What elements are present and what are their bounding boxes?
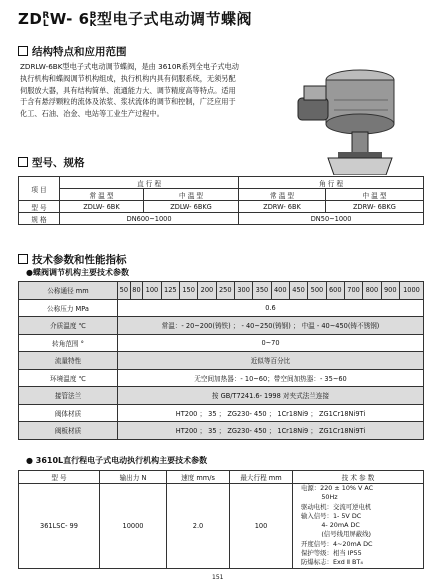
section-heading-structure: 结构特点和应用范围 <box>18 44 127 59</box>
table-cell: 常 温 型 <box>60 189 144 201</box>
tech-param-line: 电源：220 ± 10% V AC <box>301 484 374 492</box>
tech-param-line: 防爆标志：Exd Ⅱ BT₄ <box>301 558 363 567</box>
dn-value-cell: 800 <box>363 282 381 300</box>
table-cell: 阀体材质 <box>19 404 118 422</box>
table-cell: HT200 ； 35 ； ZG230- 450 ； 1Cr18Ni9 ； ZG1Cr18Ni9Ti <box>118 422 424 440</box>
valve-params-table <box>18 281 424 440</box>
table-cell: ZDLW- 6BK <box>60 201 144 213</box>
dn-value-cell: 125 <box>161 282 179 300</box>
table-cell: ZDRW- 6BK <box>239 201 326 213</box>
table-cell: 阀板材质 <box>19 422 118 440</box>
page-title: ZD R L W- 6 B K 型电子式电动调节蝶阀 <box>18 10 253 29</box>
dn-value-cell: 1000 <box>399 282 423 300</box>
table-cell: 按 GB/T7241.6- 1998 对夹式法兰连接 <box>118 387 424 405</box>
tech-param-line: 4- 20mA DC <box>301 521 360 530</box>
dn-value-cell: 150 <box>179 282 197 300</box>
dn-value-cell: 500 <box>308 282 326 300</box>
table-cell: ZDLW- 6BKG <box>143 201 238 213</box>
table-cell: 角 行 程 <box>239 177 424 189</box>
table-cell: 0.6 <box>118 299 424 317</box>
actuator-params-table <box>18 470 424 569</box>
table-cell: 规 格 <box>19 213 60 225</box>
dn-value-cell: 900 <box>381 282 399 300</box>
tech-params-cell <box>293 484 424 569</box>
dn-value-cell: 600 <box>326 282 344 300</box>
table-cell: 公称通径 mm <box>19 282 118 300</box>
square-bullet-icon <box>18 157 28 167</box>
square-bullet-icon <box>18 254 28 264</box>
dn-value-cell: 300 <box>234 282 252 300</box>
subheading-actuator-params: ● 3610L直行程电子式电动执行机构主要技术参数 <box>26 456 208 465</box>
tech-param-line: 输入信号：1- 5V DC <box>301 511 362 520</box>
table-cell: DN600~1000 <box>60 213 239 225</box>
table-cell: 速度 mm/s <box>167 471 230 484</box>
tech-param-line: 开度信号：4~20mA DC <box>301 539 373 548</box>
butterfly-valve-image <box>268 40 426 175</box>
table-cell: 0~70 <box>118 334 424 352</box>
table-cell: HT200 ； 35 ； ZG230- 450 ； 1Cr18Ni9 ； ZG1Cr18Ni9Ti <box>118 404 424 422</box>
dn-value-cell: 700 <box>344 282 362 300</box>
table-cell: 常 温 型 <box>239 189 326 201</box>
table-cell: 型 号 <box>19 201 60 213</box>
dn-value-cell: 100 <box>143 282 161 300</box>
table-cell: 近似等百分比 <box>118 352 424 370</box>
table-cell: 技 术 参 数 <box>293 471 424 484</box>
dn-value-cell: 400 <box>271 282 289 300</box>
tech-param-line: 50Hz <box>301 493 338 502</box>
description-paragraph: ZDRLW-6BK型电子式电动调节蝶阀，是由 3610R系列全电子式电动执行机构和蝶阀调节机构组成，执行机构内具有伺服系统，无须另配伺服放大器，具有结构简单、流通能力大、调节精度高等特点。适用于含有悬浮颗粒的流体及浓浆、浆状流体的调节和控制，广泛应用于化工、石油、冶金、电站等工业生产过程中。 <box>20 62 239 119</box>
table-cell: 2.0 <box>167 484 230 569</box>
table-cell: 流量特性 <box>19 352 118 370</box>
section-heading-models: 型号、规格 <box>18 155 85 170</box>
table-cell: 10000 <box>100 484 167 569</box>
table-cell: 公称压力 MPa <box>19 299 118 317</box>
section-heading-params: 技术参数和性能指标 <box>18 252 127 267</box>
page-number: 151 <box>212 574 224 581</box>
table-cell: 项 目 <box>19 177 60 201</box>
table-cell: 最大行程 mm <box>230 471 293 484</box>
table-cell: 361LSC- 99 <box>19 484 100 569</box>
model-spec-table <box>18 176 424 225</box>
square-bullet-icon <box>18 46 28 56</box>
table-cell: 接管法兰 <box>19 387 118 405</box>
table-cell: 常温：- 20~200(铸铁) ； - 40~250(铸钢) ； 中温 - 40~450(铸不锈钢) <box>118 317 424 335</box>
dn-value-cell: 50 <box>118 282 131 300</box>
table-cell: ZDRW- 6BKG <box>325 201 423 213</box>
tech-param-line: 驱动电机：交流可逆电机 <box>301 502 372 511</box>
table-cell: DN50~1000 <box>239 213 424 225</box>
table-cell: 介质温度 ℃ <box>19 317 118 335</box>
dn-value-cell: 200 <box>198 282 216 300</box>
tech-param-line: (信号线用屏蔽线) <box>301 530 372 539</box>
table-cell: 直 行 程 <box>60 177 239 189</box>
table-cell: 无空间加热器：- 10~60；带空间加热器：- 35~60 <box>118 369 424 387</box>
table-cell: 中 温 型 <box>143 189 238 201</box>
table-cell: 环境温度 ℃ <box>19 369 118 387</box>
dn-value-cell: 250 <box>216 282 234 300</box>
table-cell: 100 <box>230 484 293 569</box>
table-cell: 中 温 型 <box>325 189 423 201</box>
table-cell: 转角范围 ° <box>19 334 118 352</box>
table-cell: 输出力 N <box>100 471 167 484</box>
table-cell: 型 号 <box>19 471 100 484</box>
subheading-valve-params: ●蝶阀调节机构主要技术参数 <box>26 268 129 277</box>
tech-param-line: 保护等级：相当 IP55 <box>301 549 362 558</box>
dn-value-cell: 450 <box>289 282 307 300</box>
dn-value-cell: 350 <box>253 282 271 300</box>
dn-value-cell: 80 <box>130 282 143 300</box>
